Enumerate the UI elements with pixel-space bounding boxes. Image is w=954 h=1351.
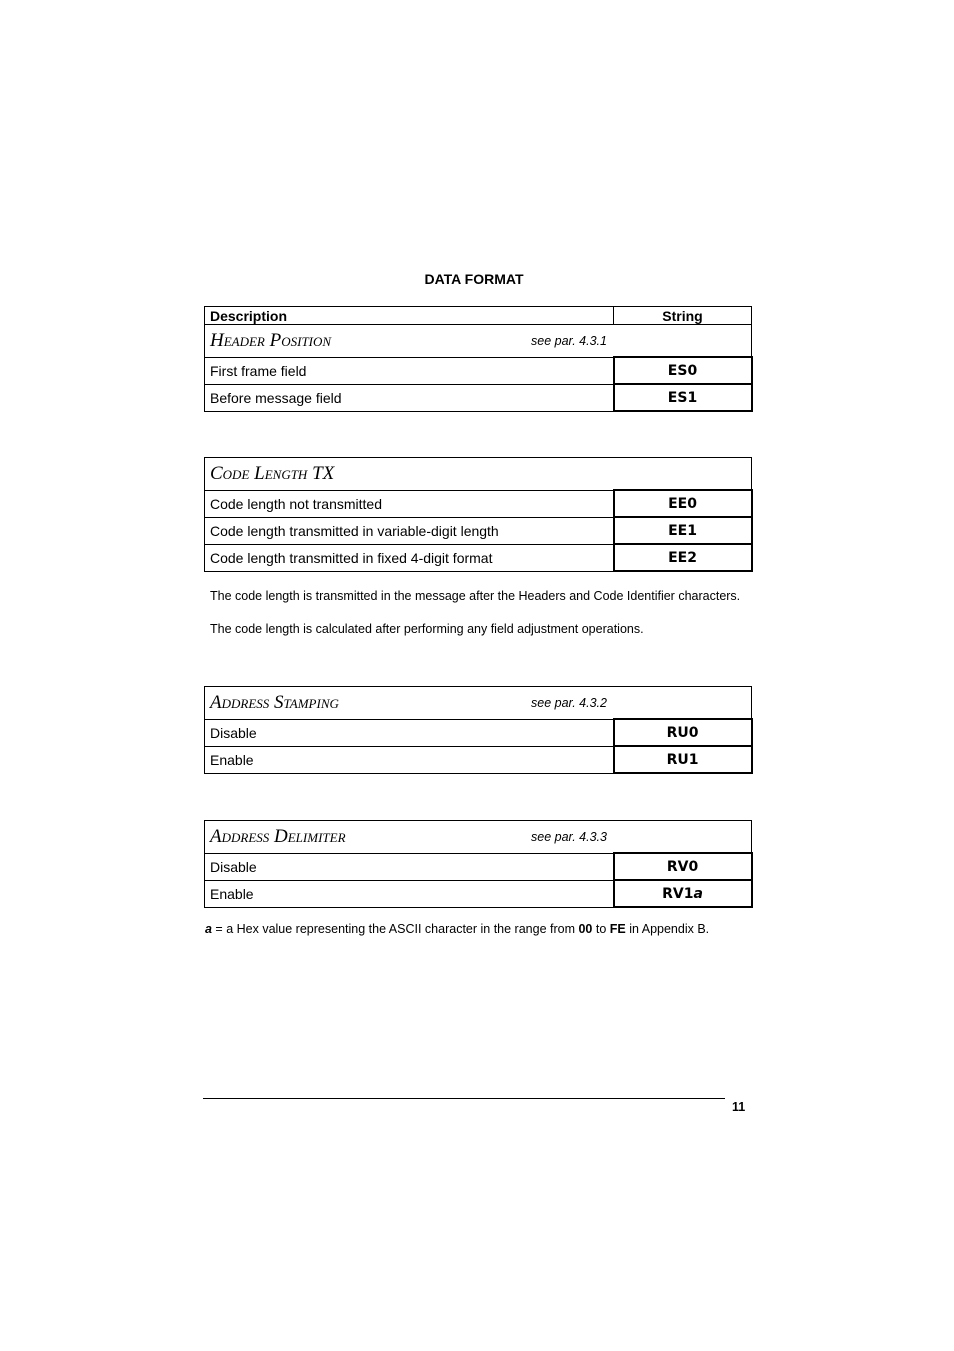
footnote-to: FE [609,922,626,936]
section-title: Code Length TX [210,462,335,484]
option-code: ES0 [614,357,752,384]
section-header [205,821,752,854]
section-header [205,458,752,491]
section-reference: see par. 4.3.3 [531,830,607,844]
option-code-text: RV1 [662,885,694,902]
footnote-text-2: to [592,922,610,936]
address-stamping-table [204,686,753,774]
option-label: Code length transmitted in fixed 4-digit format [205,544,614,571]
section-title: Header Position [210,329,332,351]
option-code: RU0 [614,719,752,746]
option-code: EE1 [614,517,752,544]
section-reference: see par. 4.3.2 [531,696,607,710]
option-code: ES1 [614,384,752,411]
page-number: 11 [732,1100,746,1114]
column-header-string: String [614,307,752,325]
section-header [205,687,752,720]
section-reference: see par. 4.3.1 [531,334,607,348]
option-code-variable: a [693,885,703,902]
section-title: Address Delimiter [210,825,346,847]
code-length-note-2: The code length is calculated after performing any field adjustment operations. [210,622,644,636]
footnote [205,922,709,936]
option-label: Disable [205,853,614,880]
option-code: RV0 [614,853,752,880]
footnote-from: 00 [578,922,593,936]
page-title: DATA FORMAT [424,271,524,287]
option-code: EE2 [614,544,752,571]
header-position-table [204,306,753,412]
option-label: First frame field [205,357,614,384]
footnote-text-1: = a Hex value representing the ASCII character in the range from [211,922,579,936]
address-delimiter-table [204,820,753,908]
option-code: RU1 [614,746,752,773]
code-length-note-1: The code length is transmitted in the message after the Headers and Code Identifier characters. [210,589,741,603]
option-label: Enable [205,880,614,907]
option-label: Disable [205,719,614,746]
option-code: EE0 [614,490,752,517]
section-header [205,325,752,358]
option-label: Before message field [205,384,614,411]
option-label: Code length transmitted in variable-digit length [205,517,614,544]
code-length-table [204,457,753,572]
option-label: Code length not transmitted [205,490,614,517]
footer-rule [203,1098,725,1099]
footnote-variable: a [205,922,212,936]
footnote-text-3: in Appendix B. [625,922,710,936]
option-code [614,880,752,907]
column-header-description: Description [205,307,614,325]
option-label: Enable [205,746,614,773]
section-title: Address Stamping [210,691,339,713]
